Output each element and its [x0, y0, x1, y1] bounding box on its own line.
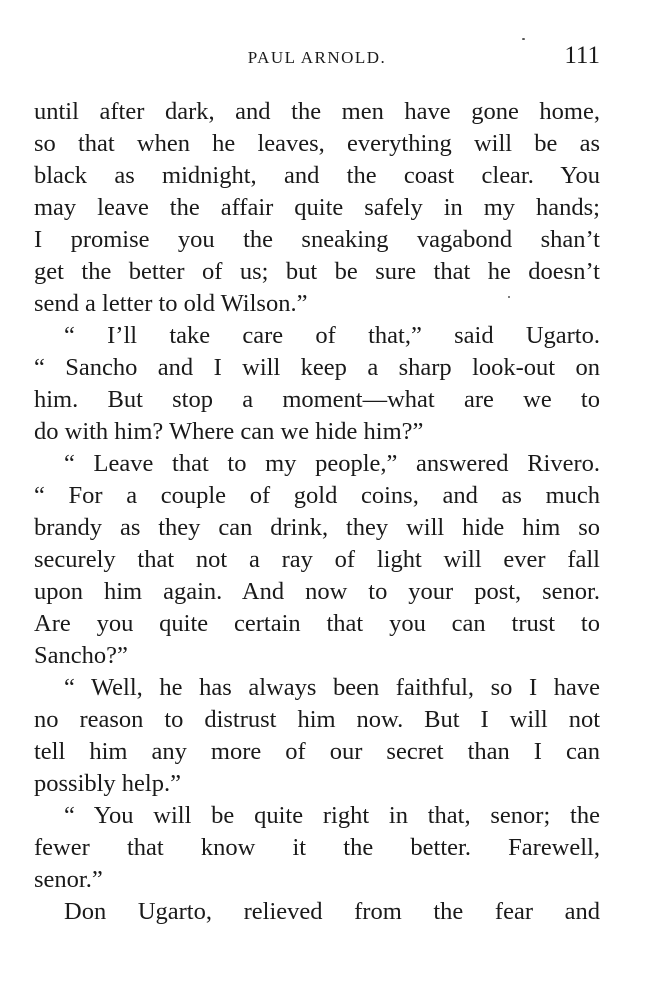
text-line: Don Ugarto, relieved from the fear and	[64, 898, 600, 925]
text-line: upon him again. And now to your post, senor.	[34, 578, 600, 605]
running-head: PAUL ARNOLD.	[247, 48, 387, 67]
text-line: Sancho?”	[34, 642, 128, 669]
text-line: no reason to distrust him now. But I will not	[34, 706, 600, 733]
text-line: may leave the affair quite safely in my hands;	[34, 194, 600, 221]
text-line: securely that not a ray of light will ever fall	[34, 546, 600, 573]
text-line: brandy as they can drink, they will hide him so	[34, 514, 600, 541]
ink-speck	[522, 38, 525, 40]
text-line: “ For a couple of gold coins, and as much	[34, 482, 600, 509]
body-text	[34, 96, 600, 928]
text-line: “ Leave that to my people,” answered Rivero.	[64, 450, 600, 477]
text-line: “ Sancho and I will keep a sharp look-out on	[34, 354, 600, 381]
text-line: fewer that know it the better. Farewell,	[34, 834, 600, 861]
text-line: “ You will be quite right in that, senor; the	[64, 802, 600, 829]
text-line: I promise you the sneaking vagabond shan’t	[34, 226, 600, 253]
text-line: tell him any more of our secret than I can	[34, 738, 600, 765]
text-line: Are you quite certain that you can trust to	[34, 610, 600, 637]
text-line: senor.”	[34, 866, 103, 893]
page-header	[34, 38, 600, 78]
text-line: black as midnight, and the coast clear. You	[34, 162, 600, 189]
ink-speck	[508, 296, 510, 298]
text-line: “ Well, he has always been faithful, so I have	[64, 674, 600, 701]
text-line: him. But stop a moment—what are we to	[34, 386, 600, 413]
text-line: “ I’ll take care of that,” said Ugarto.	[64, 322, 600, 349]
text-line: do with him? Where can we hide him?”	[34, 418, 424, 445]
text-line: get the better of us; but be sure that he doesn’t	[34, 258, 600, 285]
text-line: send a letter to old Wilson.”	[34, 290, 308, 317]
text-line: possibly help.”	[34, 770, 181, 797]
text-line: until after dark, and the men have gone home,	[34, 98, 600, 125]
text-line: so that when he leaves, everything will be as	[34, 130, 600, 157]
page-number: 111	[564, 42, 600, 69]
